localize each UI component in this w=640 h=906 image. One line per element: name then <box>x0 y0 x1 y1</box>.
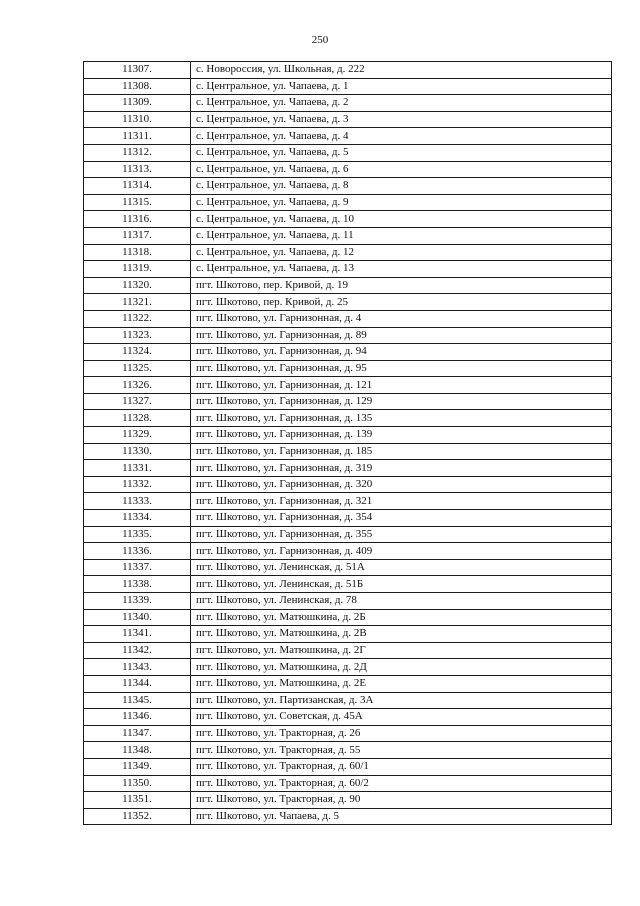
table-row <box>84 593 612 610</box>
table-row <box>84 526 612 543</box>
row-address: пгт. Шкотово, ул. Гарнизонная, д. 139 <box>191 427 612 444</box>
row-address: с. Центральное, ул. Чапаева, д. 10 <box>191 211 612 228</box>
table-row <box>84 808 612 825</box>
row-address: с. Центральное, ул. Чапаева, д. 13 <box>191 261 612 278</box>
row-number: 11340. <box>84 609 191 626</box>
table-row <box>84 194 612 211</box>
table-row <box>84 410 612 427</box>
row-number: 11311. <box>84 128 191 145</box>
table-row <box>84 675 612 692</box>
table-row <box>84 294 612 311</box>
table-row <box>84 128 612 145</box>
table-row <box>84 443 612 460</box>
row-number: 11348. <box>84 742 191 759</box>
row-address: с. Центральное, ул. Чапаева, д. 9 <box>191 194 612 211</box>
row-address: пгт. Шкотово, пер. Кривой, д. 25 <box>191 294 612 311</box>
row-number: 11314. <box>84 178 191 195</box>
row-number: 11341. <box>84 626 191 643</box>
page-number: 250 <box>311 34 329 46</box>
row-address: пгт. Шкотово, ул. Ленинская, д. 51Б <box>191 576 612 593</box>
table-row <box>84 95 612 112</box>
row-address: пгт. Шкотово, пер. Кривой, д. 19 <box>191 277 612 294</box>
row-address: пгт. Шкотово, ул. Матюшкина, д. 2Е <box>191 675 612 692</box>
table-row <box>84 161 612 178</box>
table-row <box>84 626 612 643</box>
row-address: с. Центральное, ул. Чапаева, д. 4 <box>191 128 612 145</box>
row-address: пгт. Шкотово, ул. Советская, д. 45А <box>191 709 612 726</box>
table-row <box>84 758 612 775</box>
address-table-body <box>84 62 612 825</box>
row-number: 11324. <box>84 344 191 361</box>
row-number: 11344. <box>84 675 191 692</box>
table-row <box>84 327 612 344</box>
row-number: 11319. <box>84 261 191 278</box>
table-row <box>84 792 612 809</box>
table-row <box>84 609 612 626</box>
row-address: пгт. Шкотово, ул. Гарнизонная, д. 321 <box>191 493 612 510</box>
table-row <box>84 377 612 394</box>
row-number: 11328. <box>84 410 191 427</box>
table-row <box>84 742 612 759</box>
row-number: 11329. <box>84 427 191 444</box>
row-number: 11312. <box>84 144 191 161</box>
row-address: пгт. Шкотово, ул. Тракторная, д. 55 <box>191 742 612 759</box>
row-number: 11308. <box>84 78 191 95</box>
row-number: 11336. <box>84 543 191 560</box>
row-number: 11326. <box>84 377 191 394</box>
row-number: 11339. <box>84 593 191 610</box>
table-row <box>84 261 612 278</box>
row-address: с. Центральное, ул. Чапаева, д. 12 <box>191 244 612 261</box>
row-number: 11338. <box>84 576 191 593</box>
row-address: с. Центральное, ул. Чапаева, д. 1 <box>191 78 612 95</box>
row-address: с. Центральное, ул. Чапаева, д. 11 <box>191 227 612 244</box>
table-row <box>84 659 612 676</box>
row-address: пгт. Шкотово, ул. Гарнизонная, д. 94 <box>191 344 612 361</box>
row-address: пгт. Шкотово, ул. Матюшкина, д. 2Г <box>191 642 612 659</box>
row-number: 11331. <box>84 460 191 477</box>
row-address: с. Центральное, ул. Чапаева, д. 2 <box>191 95 612 112</box>
table-row <box>84 725 612 742</box>
row-address: пгт. Шкотово, ул. Гарнизонная, д. 135 <box>191 410 612 427</box>
address-table <box>83 61 612 825</box>
table-row <box>84 692 612 709</box>
row-address: пгт. Шкотово, ул. Тракторная, д. 26 <box>191 725 612 742</box>
row-number: 11334. <box>84 510 191 527</box>
row-address: пгт. Шкотово, ул. Гарнизонная, д. 355 <box>191 526 612 543</box>
row-address: пгт. Шкотово, ул. Матюшкина, д. 2Д <box>191 659 612 676</box>
table-row <box>84 62 612 79</box>
row-number: 11335. <box>84 526 191 543</box>
table-row <box>84 775 612 792</box>
row-number: 11349. <box>84 758 191 775</box>
row-address: пгт. Шкотово, ул. Партизанская, д. 3А <box>191 692 612 709</box>
row-number: 11330. <box>84 443 191 460</box>
row-address: с. Новороссия, ул. Школьная, д. 222 <box>191 62 612 79</box>
row-address: пгт. Шкотово, ул. Тракторная, д. 60/2 <box>191 775 612 792</box>
table-row <box>84 510 612 527</box>
row-number: 11342. <box>84 642 191 659</box>
row-address: пгт. Шкотово, ул. Гарнизонная, д. 319 <box>191 460 612 477</box>
table-row <box>84 393 612 410</box>
row-address: пгт. Шкотово, ул. Гарнизонная, д. 95 <box>191 360 612 377</box>
row-address: пгт. Шкотово, ул. Гарнизонная, д. 121 <box>191 377 612 394</box>
table-row <box>84 642 612 659</box>
table-row <box>84 211 612 228</box>
table-row <box>84 78 612 95</box>
row-number: 11321. <box>84 294 191 311</box>
row-number: 11325. <box>84 360 191 377</box>
row-number: 11350. <box>84 775 191 792</box>
row-address: пгт. Шкотово, ул. Гарнизонная, д. 185 <box>191 443 612 460</box>
row-number: 11320. <box>84 277 191 294</box>
row-number: 11307. <box>84 62 191 79</box>
row-number: 11337. <box>84 559 191 576</box>
row-address: пгт. Шкотово, ул. Тракторная, д. 60/1 <box>191 758 612 775</box>
table-row <box>84 310 612 327</box>
table-row <box>84 576 612 593</box>
row-number: 11322. <box>84 310 191 327</box>
table-row <box>84 709 612 726</box>
row-address: пгт. Шкотово, ул. Гарнизонная, д. 320 <box>191 476 612 493</box>
row-number: 11309. <box>84 95 191 112</box>
table-row <box>84 360 612 377</box>
row-address: пгт. Шкотово, ул. Матюшкина, д. 2Б <box>191 609 612 626</box>
table-row <box>84 144 612 161</box>
row-address: пгт. Шкотово, ул. Тракторная, д. 90 <box>191 792 612 809</box>
row-number: 11345. <box>84 692 191 709</box>
row-address: с. Центральное, ул. Чапаева, д. 3 <box>191 111 612 128</box>
row-address: пгт. Шкотово, ул. Гарнизонная, д. 129 <box>191 393 612 410</box>
row-address: пгт. Шкотово, ул. Матюшкина, д. 2В <box>191 626 612 643</box>
table-row <box>84 460 612 477</box>
row-number: 11315. <box>84 194 191 211</box>
row-address: пгт. Шкотово, ул. Гарнизонная, д. 354 <box>191 510 612 527</box>
row-number: 11313. <box>84 161 191 178</box>
row-number: 11323. <box>84 327 191 344</box>
row-address: пгт. Шкотово, ул. Ленинская, д. 78 <box>191 593 612 610</box>
table-row <box>84 543 612 560</box>
row-number: 11351. <box>84 792 191 809</box>
row-number: 11327. <box>84 393 191 410</box>
row-number: 11317. <box>84 227 191 244</box>
table-row <box>84 178 612 195</box>
table-row <box>84 493 612 510</box>
row-address: с. Центральное, ул. Чапаева, д. 6 <box>191 161 612 178</box>
table-row <box>84 244 612 261</box>
row-address: с. Центральное, ул. Чапаева, д. 8 <box>191 178 612 195</box>
row-number: 11310. <box>84 111 191 128</box>
row-address: пгт. Шкотово, ул. Гарнизонная, д. 4 <box>191 310 612 327</box>
row-number: 11332. <box>84 476 191 493</box>
row-address: с. Центральное, ул. Чапаева, д. 5 <box>191 144 612 161</box>
table-row <box>84 476 612 493</box>
row-number: 11343. <box>84 659 191 676</box>
row-number: 11346. <box>84 709 191 726</box>
row-number: 11318. <box>84 244 191 261</box>
table-row <box>84 559 612 576</box>
row-number: 11347. <box>84 725 191 742</box>
row-address: пгт. Шкотово, ул. Чапаева, д. 5 <box>191 808 612 825</box>
row-number: 11333. <box>84 493 191 510</box>
table-row <box>84 427 612 444</box>
table-row <box>84 227 612 244</box>
row-address: пгт. Шкотово, ул. Ленинская, д. 51А <box>191 559 612 576</box>
table-row <box>84 344 612 361</box>
row-number: 11352. <box>84 808 191 825</box>
row-address: пгт. Шкотово, ул. Гарнизонная, д. 89 <box>191 327 612 344</box>
table-row <box>84 277 612 294</box>
row-address: пгт. Шкотово, ул. Гарнизонная, д. 409 <box>191 543 612 560</box>
row-number: 11316. <box>84 211 191 228</box>
table-row <box>84 111 612 128</box>
